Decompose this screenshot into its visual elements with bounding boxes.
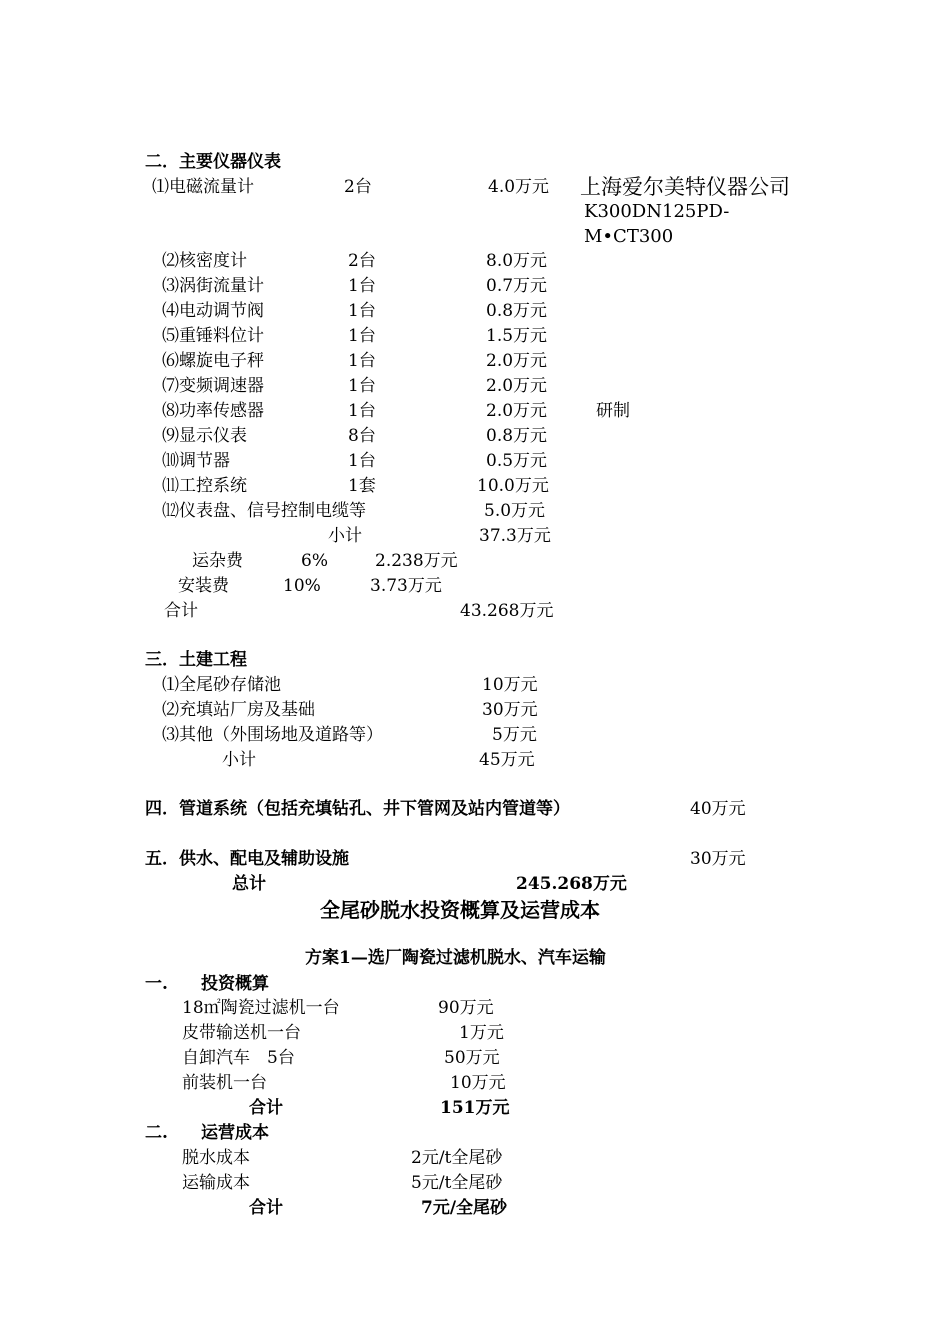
item-name: ⑻功率传感器 [162,401,264,421]
item-name: 18㎡陶瓷过滤机一台 [182,998,340,1018]
item-name: 前装机一台 [182,1073,267,1093]
install-label: 安装费 [178,576,229,596]
item-price: 30万元 [482,700,538,720]
section2-heading: 二．主要仪器仪表 [145,152,281,172]
item-price: 2.0万元 [486,351,548,371]
item-price: 90万元 [438,998,494,1018]
doc2-title: 全尾砂脱水投资概算及运营成本 [320,898,600,922]
item-price: 0.8万元 [486,426,548,446]
item-name: ⑽调节器 [162,451,230,471]
freight-pct: 6% [301,551,328,571]
part1-num: 一. [145,974,168,994]
item-name: ⑴电磁流量计 [152,177,254,197]
total-label: 合计 [164,601,198,621]
install-pct: 10% [283,576,321,596]
item-qty: 1台 [348,276,376,296]
item-price: 8.0万元 [486,251,548,271]
item-qty: 1台 [348,351,376,371]
freight-label: 运杂费 [192,551,243,571]
item-price: 1.5万元 [486,326,548,346]
item-qty: 2台 [348,251,376,271]
subtotal-value: 45万元 [479,750,535,770]
item-name: ⑶其他（外围场地及道路等） [162,725,383,745]
item-price: 0.8万元 [486,301,548,321]
freight-value: 2.238万元 [375,551,458,571]
part2-total-value: 7元/全尾砂 [421,1198,508,1218]
model-note-1: K300DN125PD- [584,201,730,222]
item-price: 5.0万元 [484,501,546,521]
item-name: 皮带输送机一台 [182,1023,301,1043]
item-qty: 8台 [348,426,376,446]
section3-heading: 三．土建工程 [145,650,247,670]
item-name: ⑾工控系统 [162,476,247,496]
item-name: ⑵充填站厂房及基础 [162,700,315,720]
subtotal-label: 小计 [222,750,256,770]
item-qty: 1台 [348,326,376,346]
part1-total-label: 合计 [249,1098,283,1118]
item-name: ⑼显示仪表 [162,426,247,446]
section4-heading: 四．管道系统（包括充填钻孔、井下管网及站内管道等） [145,799,570,819]
item-price: 10万元 [482,675,538,695]
item-qty: 1台 [348,451,376,471]
section4-value: 40万元 [690,799,746,819]
section5-value: 30万元 [690,849,746,869]
item-name: 运输成本 [182,1173,250,1193]
item-name: 脱水成本 [182,1148,250,1168]
install-value: 3.73万元 [370,576,442,596]
subtotal-value: 37.3万元 [479,526,551,546]
part2-num: 二. [145,1123,168,1143]
part1-total-value: 151万元 [440,1098,510,1118]
item-price: 0.5万元 [486,451,548,471]
item-name: ⑸重锤料位计 [162,326,264,346]
developed-note: 研制 [596,401,630,421]
item-name: ⑷电动调节阀 [162,301,264,321]
item-price: 0.7万元 [486,276,548,296]
item-qty: 2台 [344,177,372,197]
section5-heading: 五．供水、配电及辅助设施 [145,849,349,869]
item-qty: 1台 [348,376,376,396]
item-name: ⑹螺旋电子秤 [162,351,264,371]
model-note-2: M•CT300 [584,226,674,247]
grand-total-value: 245.268万元 [516,874,627,894]
item-qty: 1套 [348,476,376,496]
item-price: 5万元 [492,725,537,745]
part1-heading: 投资概算 [201,974,269,994]
part2-total-label: 合计 [249,1198,283,1218]
part2-heading: 运营成本 [201,1123,269,1143]
item-price: 10万元 [450,1073,506,1093]
item-name: ⑿仪表盘、信号控制电缆等 [162,501,366,521]
supplier-note: 上海爱尔美特仪器公司 [580,175,790,199]
item-name: 自卸汽车 5台 [182,1048,295,1068]
item-price: 1万元 [459,1023,504,1043]
item-price: 5元/t全尾砂 [411,1173,503,1193]
item-price: 10.0万元 [477,476,549,496]
item-qty: 1台 [348,301,376,321]
grand-total-label: 总计 [232,874,266,894]
item-name: ⑺变频调速器 [162,376,264,396]
item-name: ⑴全尾砂存储池 [162,675,281,695]
item-price: 2元/t全尾砂 [411,1148,503,1168]
total-value: 43.268万元 [460,601,554,621]
item-qty: 1台 [348,401,376,421]
item-price: 4.0万元 [488,177,550,197]
item-price: 2.0万元 [486,376,548,396]
doc2-subtitle: 方案1—选厂陶瓷过滤机脱水、汽车运输 [305,948,606,968]
item-name: ⑵核密度计 [162,251,247,271]
subtotal-label: 小计 [328,526,362,546]
item-price: 2.0万元 [486,401,548,421]
item-name: ⑶涡街流量计 [162,276,264,296]
item-price: 50万元 [444,1048,500,1068]
